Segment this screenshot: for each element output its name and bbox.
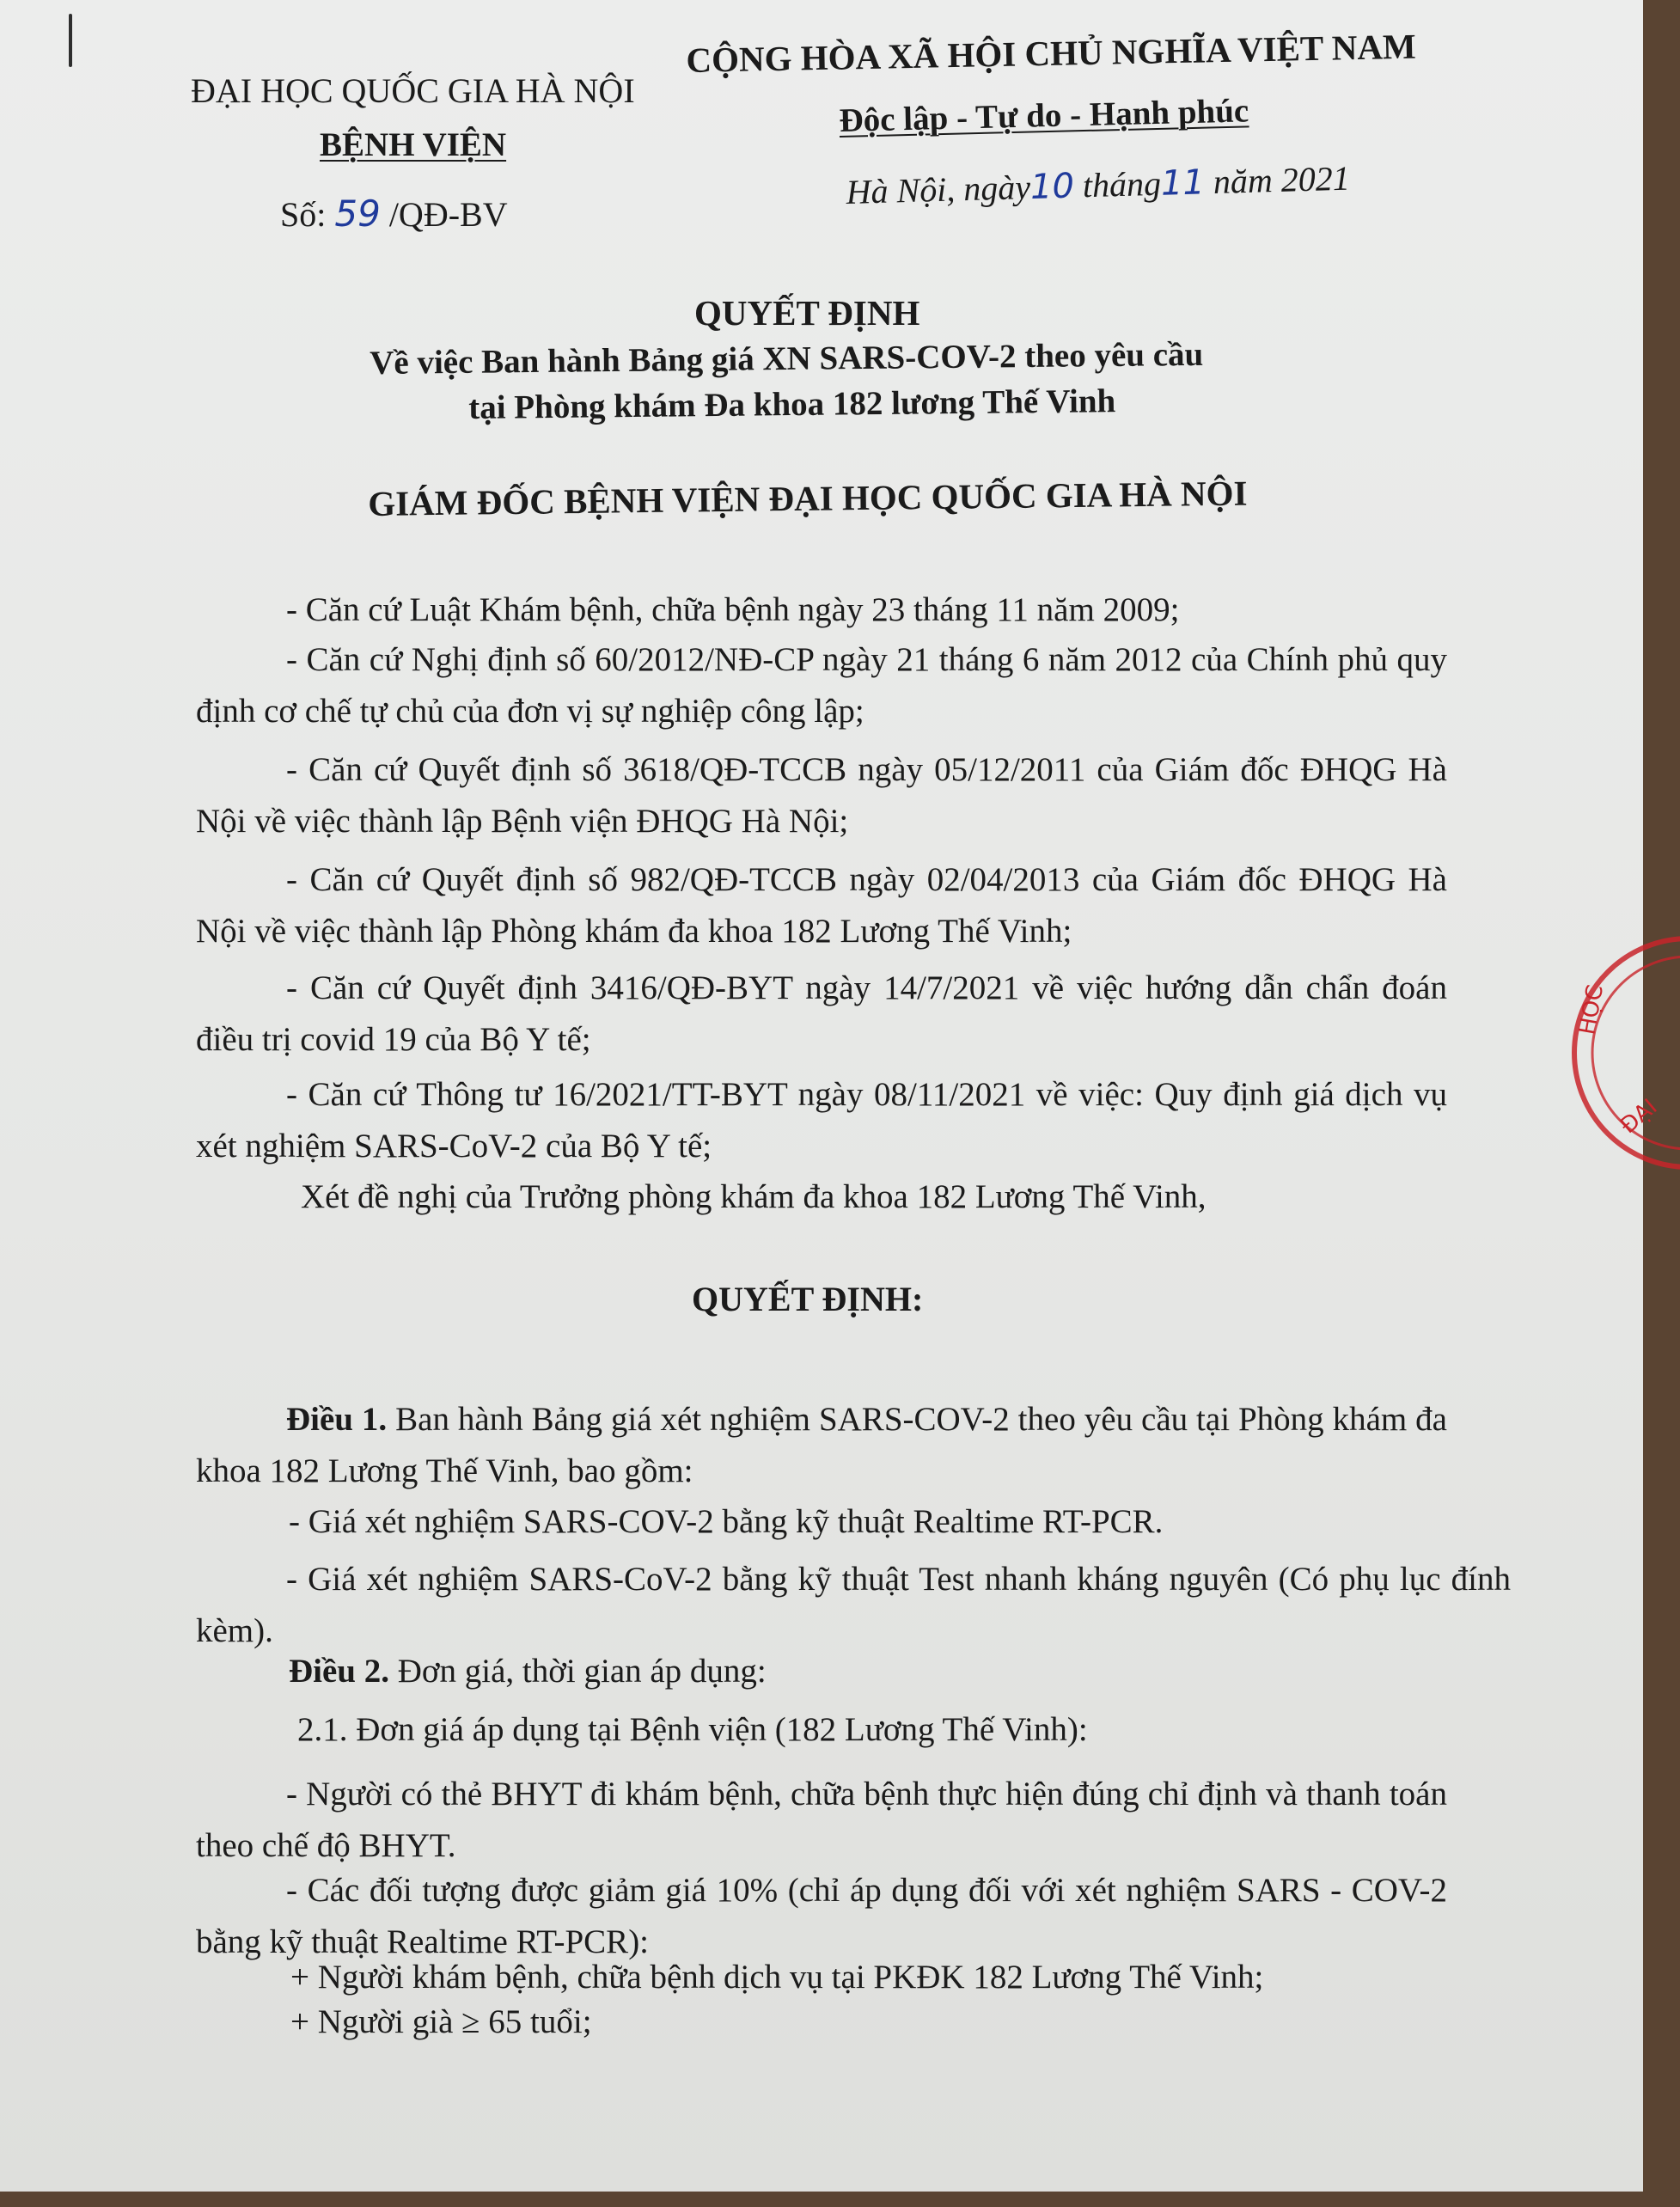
date-month-label: tháng <box>1082 163 1162 205</box>
university-name: ĐẠI HỌC QUỐC GIA HÀ NỘI <box>191 71 635 110</box>
red-seal-stamp <box>1560 915 1680 1190</box>
seal-text-dai: ĐẠI <box>1616 1094 1663 1140</box>
number-suffix: /QĐ-BV <box>388 195 508 234</box>
number-prefix: Số: <box>280 195 327 234</box>
proposal-line: Xét đề nghị của Trưởng phòng khám đa khoa 182 Lương Thế Vinh, <box>301 1178 1207 1215</box>
legal-basis-5: - Căn cứ Quyết định 3416/QĐ-BYT ngày 14/7/2021 về việc hướng dẫn chẩn đoán điều trị covid 19 của Bộ Y tế; <box>196 969 1447 1058</box>
document-title: QUYẾT ĐỊNH <box>694 293 920 333</box>
legal-basis-3: - Căn cứ Quyết định số 3618/QĐ-TCCB ngày 05/12/2011 của Giám đốc ĐHQG Hà Nội về việc thành lập Bệnh viện ĐHQG Hà Nội; <box>196 751 1447 840</box>
article-2-label: Điều 2. <box>289 1653 389 1690</box>
article-2-plus-2: + Người già ≥ 65 tuổi; <box>290 2003 592 2040</box>
hospital-name: BỆNH VIỆN <box>320 126 507 163</box>
article-2-bhyt: - Người có thẻ BHYT đi khám bệnh, chữa bệnh thực hiện đúng chỉ định và thanh toán theo chế độ BHYT. <box>196 1776 1447 1864</box>
date-year: năm 2021 <box>1213 158 1351 202</box>
article-1-label: Điều 1. <box>286 1401 388 1438</box>
subject-line-1: Về việc Ban hành Bảng giá XN SARS-COV-2 theo yêu cầu <box>370 335 1204 382</box>
date-day-handwritten: 10 <box>1029 166 1075 207</box>
legal-basis-2: - Căn cứ Nghị định số 60/2012/NĐ-CP ngày 21 tháng 6 năm 2012 của Chính phủ quy định cơ chế tự chủ của đơn vị sự nghiệp công lập; <box>196 641 1447 730</box>
seal-text-hoc: HỌC <box>1574 982 1609 1037</box>
legal-basis-1: - Căn cứ Luật Khám bệnh, chữa bệnh ngày 23 tháng 11 năm 2009; <box>286 591 1180 628</box>
legal-basis-4: - Căn cứ Quyết định số 982/QĐ-TCCB ngày 02/04/2013 của Giám đốc ĐHQG Hà Nội về việc thành lập Phòng khám đa khoa 182 Lương Thế Vinh; <box>196 861 1447 950</box>
article-2-plus-1: + Người khám bệnh, chữa bệnh dịch vụ tại PKĐK 182 Lương Thế Vinh; <box>290 1959 1264 1996</box>
legal-basis-6: - Căn cứ Thông tư 16/2021/TT-BYT ngày 08/11/2021 về việc: Quy định giá dịch vụ xét nghiệm SARS-CoV-2 của Bộ Y tế; <box>196 1076 1447 1165</box>
date-month-handwritten: 11 <box>1160 162 1206 204</box>
article-2-text: Đơn giá, thời gian áp dụng: <box>389 1653 767 1690</box>
number-handwritten: 59 <box>334 193 381 235</box>
subject-line-2: tại Phòng khám Đa khoa 182 lương Thế Vinh <box>468 382 1116 426</box>
article-1-item-2: - Giá xét nghiệm SARS-CoV-2 bằng kỹ thuật Test nhanh kháng nguyên (Có phụ lục đính kèm). <box>196 1561 1511 1649</box>
article-2-sub-1: 2.1. Đơn giá áp dụng tại Bệnh viện (182 Lương Thế Vinh): <box>297 1711 1088 1748</box>
article-1-text: Ban hành Bảng giá xét nghiệm SARS-COV-2 theo yêu cầu tại Phòng khám đa khoa 182 Lương Thế Vinh, bao gồm: <box>196 1401 1447 1489</box>
date-place: Hà Nội, ngày <box>846 168 1031 211</box>
article-1 <box>196 1394 1447 1497</box>
article-2 <box>289 1652 767 1690</box>
issue-date <box>846 158 1350 212</box>
article-2-discount: - Các đối tượng được giảm giá 10% (chỉ áp dụng đối với xét nghiệm SARS - COV-2 bằng kỹ thuật Realtime RT-PCR): <box>196 1872 1447 1960</box>
decision-number <box>280 193 508 235</box>
binder-clip-mark <box>69 14 72 67</box>
article-1-item-1: - Giá xét nghiệm SARS-COV-2 bằng kỹ thuật Realtime RT-PCR. <box>289 1503 1164 1540</box>
decision-heading: QUYẾT ĐỊNH: <box>692 1280 924 1318</box>
issuing-authority: GIÁM ĐỐC BỆNH VIỆN ĐẠI HỌC QUỐC GIA HÀ NỘI <box>368 473 1248 523</box>
country-name: CỘNG HÒA XÃ HỘI CHỦ NGHĨA VIỆT NAM <box>686 26 1417 80</box>
national-motto: Độc lập - Tự do - Hạnh phúc <box>839 92 1249 139</box>
